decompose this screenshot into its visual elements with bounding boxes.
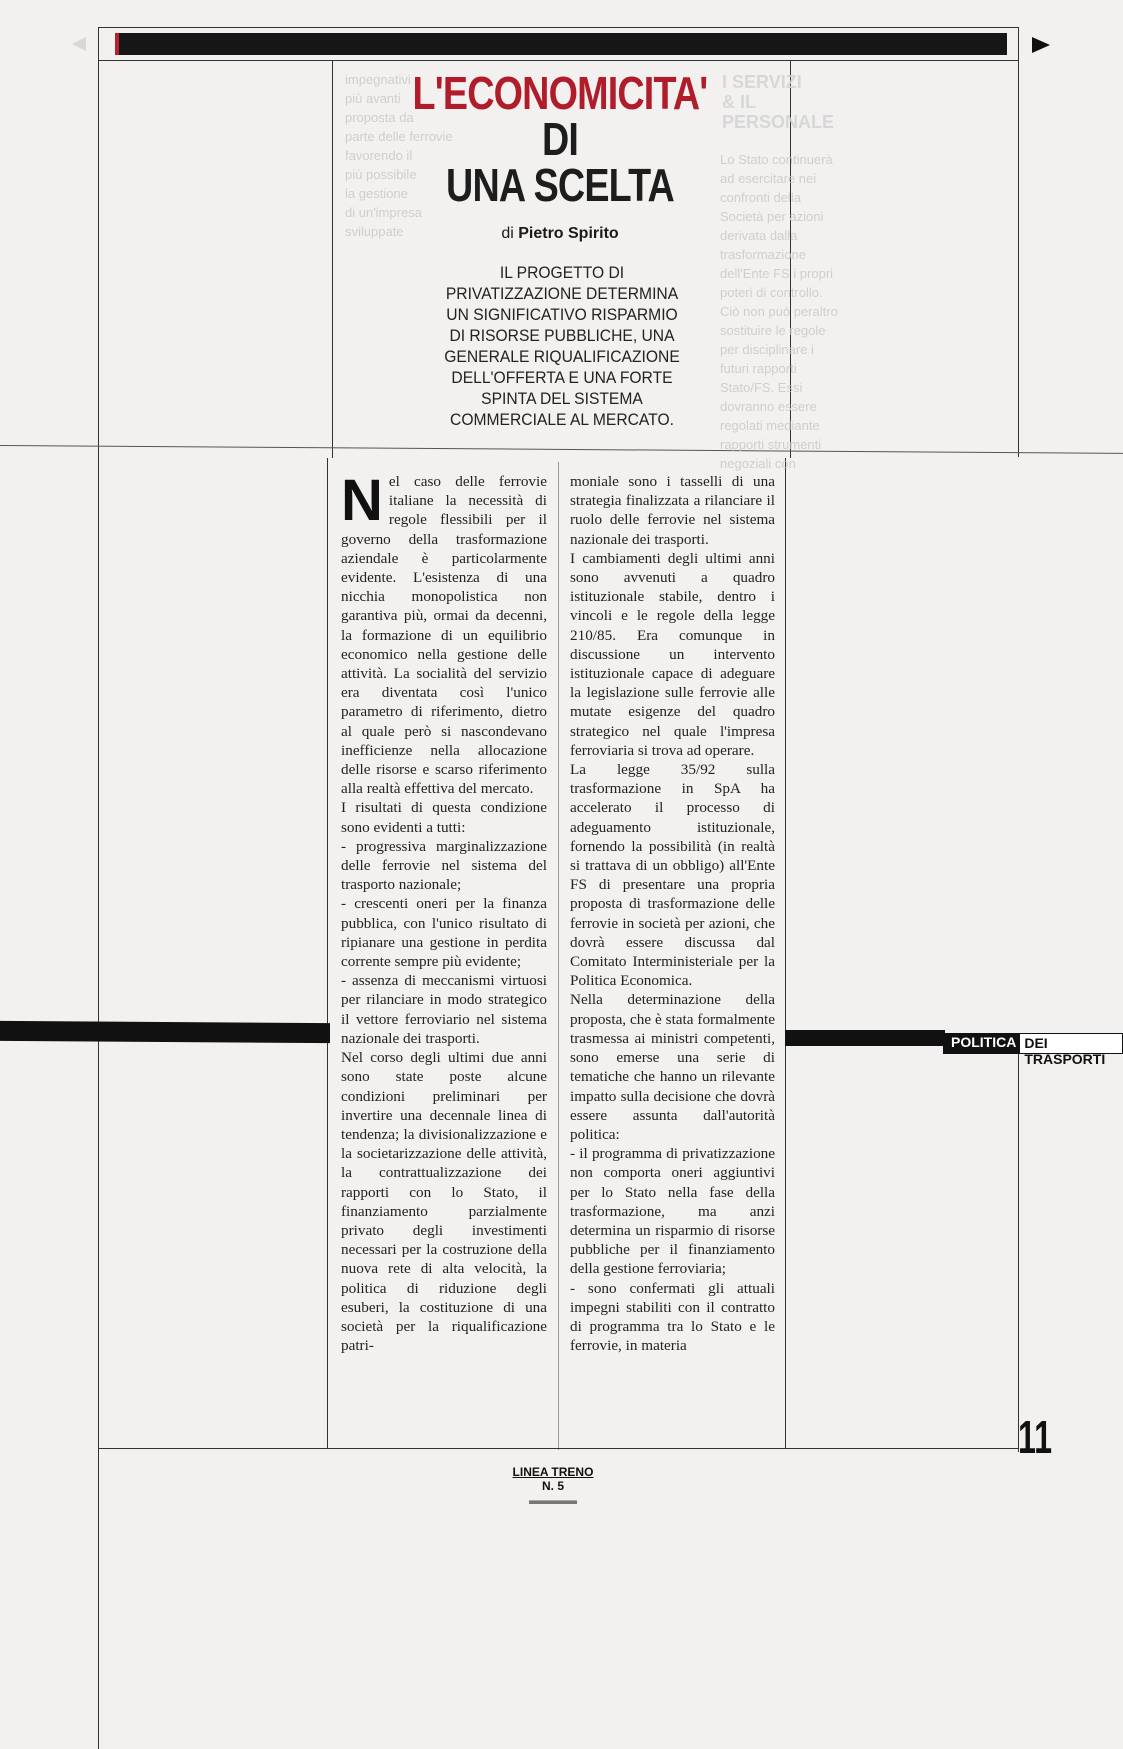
byline-prefix: di bbox=[501, 225, 514, 242]
paragraph: - assenza di meccanismi virtuosi per rilanciare in modo strategico il vettore ferroviario nel sistema nazionale dei trasporti. bbox=[341, 972, 547, 1047]
ghost-heading: I SERVIZI & IL PERSONALE bbox=[722, 72, 835, 132]
article-title bbox=[396, 67, 724, 211]
byline bbox=[440, 225, 680, 243]
section-label-part2: DEI TRASPORTI bbox=[1020, 1033, 1123, 1054]
band-line bbox=[0, 445, 1123, 454]
arrow-right-icon bbox=[1032, 37, 1050, 53]
frame-right-lower-line bbox=[1018, 1052, 1019, 1452]
black-band-right bbox=[785, 1030, 945, 1046]
subheadline: IL PROGETTO DI PRIVATIZZAZIONE DETERMINA UN SIGNIFICATIVO RISPARMIO DI RISORSE PUBBLICHE, UNA GENERALE RIQUALIFICAZIONE DELL'OFFERTA E UNA FORTE SPINTA DEL SISTEMA COMMERCIALE AL MERCATO. bbox=[444, 263, 680, 429]
paragraph bbox=[341, 468, 547, 798]
frame-right-line bbox=[1018, 27, 1019, 457]
paragraph: Nella determinazione della proposta, che è stata formalmente trasmessa ai ministri competenti, sono emerse una serie di tematiche che hanno un rilevante impatto sulla decisione che dovrà essere assunta dall'autorità politica: bbox=[570, 991, 775, 1143]
paragraph: Nel corso degli ultimi due anni sono state poste alcune condizioni preliminari per invertire una decennale linea di tendenza; la divisionalizzazione e la societarizzazione delle attività, la contrattualizzazione dei rapporti con lo Stato, il finanziamento parzialmente privato degli investimenti necessari per la costruzione della nuova rete di alta velocità, la politica di riduzione degli esuberi, la costituzione di una società per la riqualificazione patri- bbox=[341, 1049, 547, 1355]
paragraph: I risultati di questa condizione sono evidenti a tutti: bbox=[341, 799, 547, 836]
paragraph-text: el caso delle ferrovie italiane la necessità di regole flessibili per il governo della trasformazione aziendale è particolarmente evidente. L'esistenza di una nicchia monopolistica non garantiva più, ormai da decenni, la formazione di un equilibrio economico nella gestione delle attività. La socialità del servizio era diventata così l'unico parametro di riferimento, dietro al quale però si nascondevano inefficienze nella allocazione delle risorse e scarso riferimento alla realtà effettiva del mercato. bbox=[341, 473, 547, 798]
col-rule-mid bbox=[558, 462, 559, 1450]
title-line-1: L'ECONOMICITA' bbox=[412, 67, 708, 119]
footer-masthead bbox=[503, 1465, 603, 1507]
byline-author: Pietro Spirito bbox=[518, 225, 619, 242]
paragraph: - sono confermati gli attuali impegni stabiliti con il contratto di programma tra lo Stato e le ferrovie, in materia bbox=[570, 1279, 775, 1355]
col-rule-right-lower bbox=[785, 458, 786, 1448]
ghost-text-left: impegnativi più avanti proposta da parte delle ferrovie favorendo il più possibile la gestione di un'impresa sviluppate bbox=[345, 72, 453, 239]
footer-cut-line: ▬▬▬▬ bbox=[529, 1493, 577, 1507]
paragraph: - il programma di privatizzazione non comporta oneri aggiuntivi per lo Stato nella fase della trasformazione, ma anzi determina un risparmio di risorse pubbliche per il finanziamento della gestione ferroviaria; bbox=[570, 1145, 775, 1278]
frame-top-line bbox=[98, 27, 1018, 28]
paragraph: - crescenti oneri per la finanza pubblica, con l'unico risultato di ripianare una gestione in perdita corrente sempre più evidente; bbox=[341, 895, 547, 971]
bottom-line bbox=[98, 1448, 1018, 1449]
frame-left-line bbox=[98, 27, 99, 1749]
frame-top-line-2 bbox=[98, 60, 1018, 61]
paragraph: moniale sono i tasselli di una strategia finalizzata a rilanciare il ruolo delle ferrovie nel sistema nazionale dei trasporti. bbox=[570, 473, 775, 548]
footer-issue: N. 5 bbox=[541, 1479, 564, 1493]
page-number: 11 bbox=[1018, 1411, 1053, 1463]
paragraph: I cambiamenti degli ultimi anni sono avvenuti a quadro istituzionale stabile, dentro i vincoli e le regole della legge 210/85. Era comunque in discussione un intervento istituzionale capace di adeguare la legislazione sulle ferrovie alle mutate esigenze del quadro strategico nel quale l'impresa ferroviaria si trova ad operare. bbox=[570, 549, 775, 759]
title-line-3: UNA SCELTA bbox=[446, 159, 674, 211]
footer-title: LINEA TRENO bbox=[512, 1465, 594, 1479]
col-rule-left bbox=[332, 60, 333, 458]
section-label-part1: POLITICA bbox=[943, 1033, 1020, 1054]
drop-cap: N bbox=[341, 468, 383, 533]
col-rule-left-lower bbox=[327, 458, 328, 1448]
ghost-text-right: Lo Stato continuerà ad esercitare nei confronti della Società per azioni derivata dalla trasformazione dell'Ente FS i propri poteri di controllo. Ciò non può peraltro sostituire le regole per disciplinare i futuri rapporti Stato/FS. Essi dovranno essere regolati mediante rapporti strumenti negoziali con bbox=[720, 152, 838, 471]
ghost-arrow-icon bbox=[72, 37, 86, 51]
black-band-left bbox=[0, 1021, 330, 1043]
top-black-bar bbox=[115, 33, 1007, 55]
title-line-2: DI bbox=[541, 113, 579, 165]
paragraph: La legge 35/92 sulla trasformazione in SpA ha accelerato il processo di adeguamento istituzionale, fornendo la possibilità (in realtà si trattava di un obbligo) all'Ente FS di presentare una propria proposta di trasformazione delle ferrovie in società per azioni, che dovrà essere discussa dal Comitato Interministeriale per la Politica Economica. bbox=[570, 761, 775, 990]
section-label bbox=[943, 1033, 1123, 1067]
body-column-1 bbox=[341, 468, 547, 1355]
body-column-2 bbox=[570, 472, 775, 1355]
paragraph: - progressiva marginalizzazione delle ferrovie nel sistema del trasporto nazionale; bbox=[341, 837, 547, 894]
